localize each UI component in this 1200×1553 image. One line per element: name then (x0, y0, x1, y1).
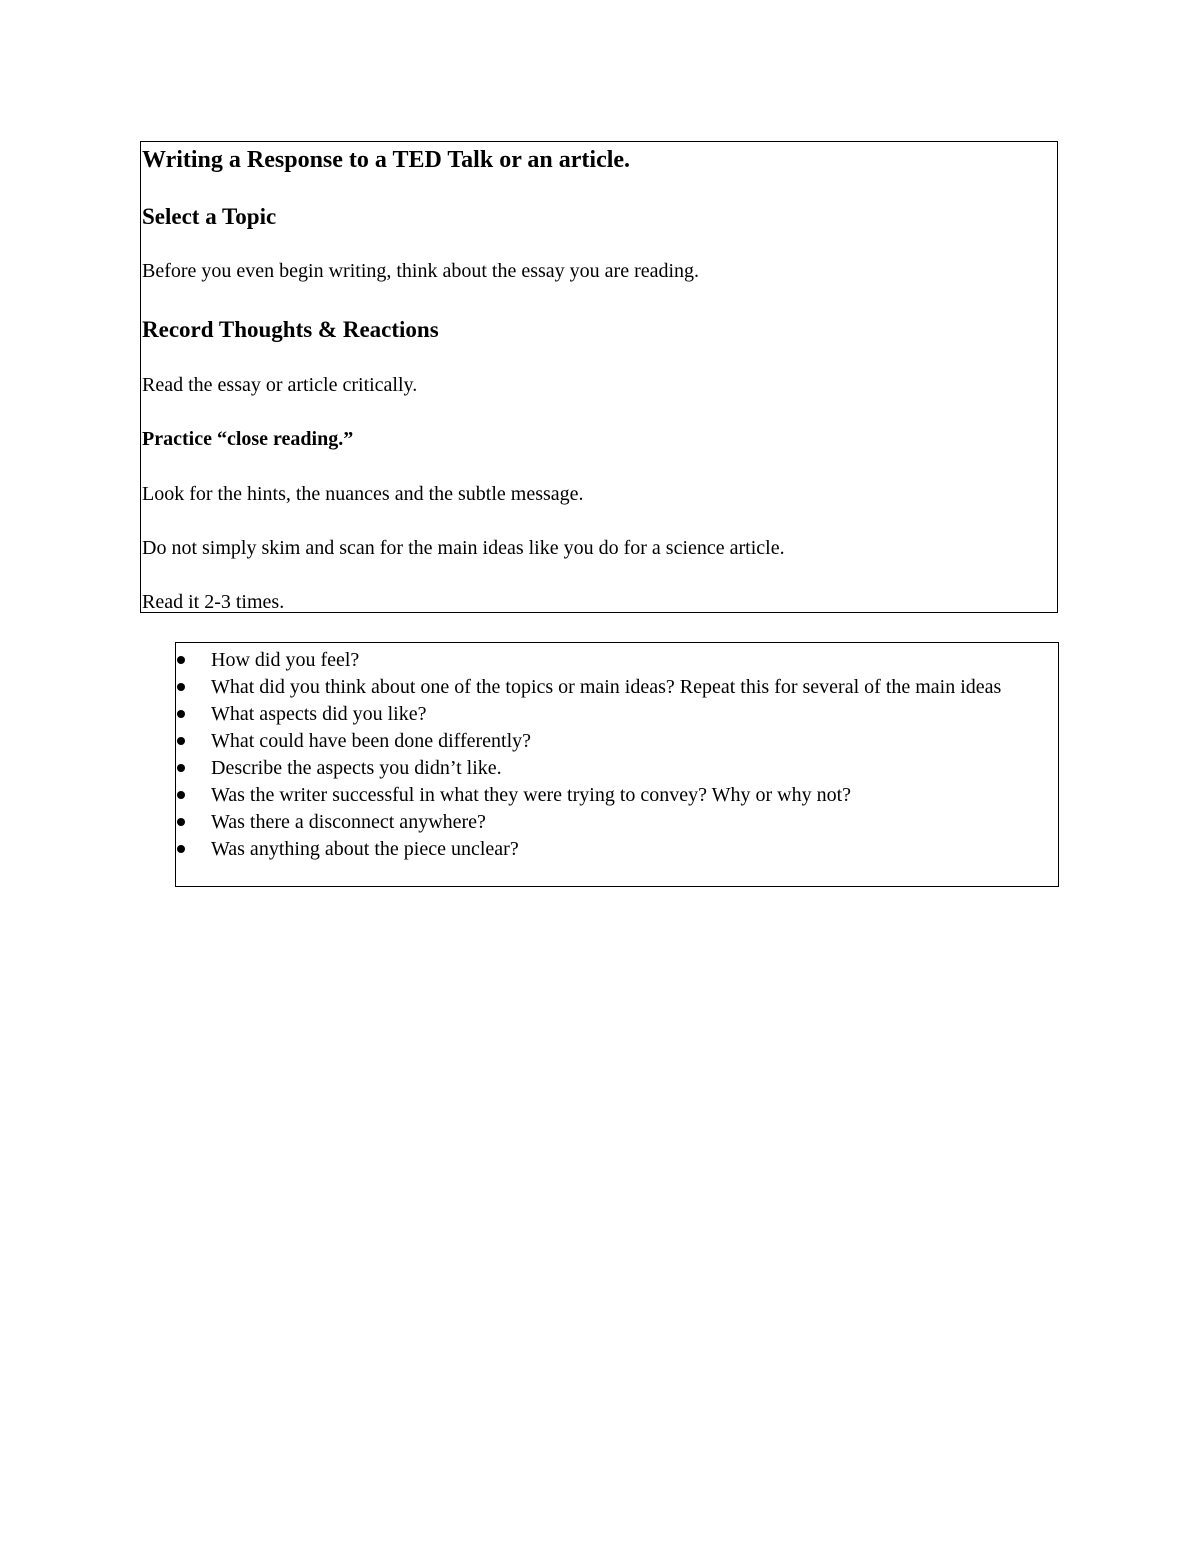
paragraph-look-for-hints: Look for the hints, the nuances and the subtle message. (142, 483, 584, 505)
document-title: Writing a Response to a TED Talk or an article. (142, 147, 631, 173)
questions-list (176, 647, 1058, 863)
bullet-icon (177, 764, 185, 772)
list-item: How did you feel? (176, 647, 1058, 674)
list-item: Was anything about the piece unclear? (176, 836, 1058, 863)
list-item: What aspects did you like? (176, 701, 1058, 728)
instructions-box (140, 141, 1058, 613)
list-item: What could have been done differently? (176, 728, 1058, 755)
list-item: Describe the aspects you didn’t like. (176, 755, 1058, 782)
bullet-icon (177, 683, 185, 691)
bullet-icon (177, 710, 185, 718)
questions-box (175, 642, 1059, 887)
paragraph-do-not-skim: Do not simply skim and scan for the main ideas like you do for a science article. (142, 537, 785, 559)
heading-select-topic: Select a Topic (142, 204, 277, 229)
paragraph-read-times: Read it 2-3 times. (142, 591, 285, 613)
heading-record-thoughts: Record Thoughts & Reactions (142, 317, 439, 342)
bullet-icon (177, 818, 185, 826)
list-item: Was the writer successful in what they were trying to convey? Why or why not? (176, 782, 1058, 809)
list-item: What did you think about one of the topics or main ideas? Repeat this for several of the main ideas (176, 674, 1058, 701)
paragraph-select-topic: Before you even begin writing, think about the essay you are reading. (142, 260, 700, 282)
bullet-icon (177, 737, 185, 745)
list-item: Was there a disconnect anywhere? (176, 809, 1058, 836)
heading-practice-close-reading: Practice “close reading.” (142, 428, 354, 450)
paragraph-read-critically: Read the essay or article critically. (142, 374, 418, 396)
bullet-icon (177, 791, 185, 799)
bullet-icon (177, 656, 185, 664)
bullet-icon (177, 845, 185, 853)
